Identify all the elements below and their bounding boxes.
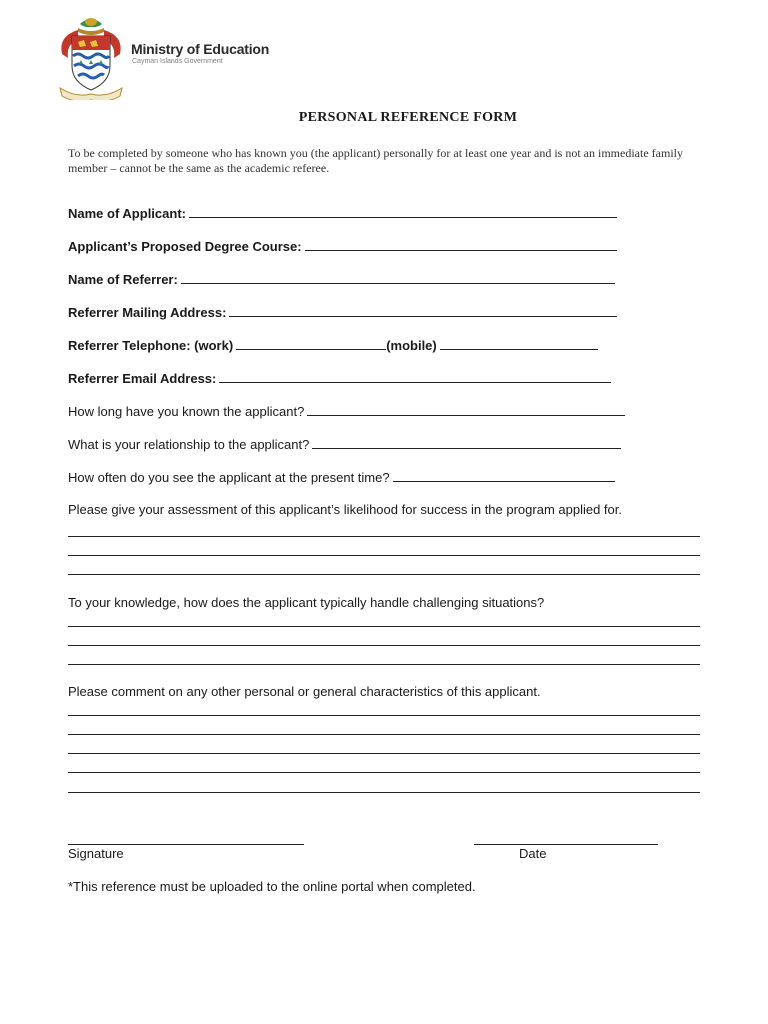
signature-label: Signature	[68, 846, 124, 861]
relationship-label: What is your relationship to the applicant?	[68, 437, 310, 452]
proposed-course-field	[68, 238, 617, 255]
how-often-label: How often do you see the applicant at the present time?	[68, 470, 390, 485]
characteristics-answer-line[interactable]	[68, 734, 700, 735]
known-how-long-field	[68, 403, 625, 420]
challenges-answer-line[interactable]	[68, 664, 700, 665]
mailing-address-label: Referrer Mailing Address:	[68, 305, 227, 320]
ministry-subtitle: Cayman Islands Government	[132, 58, 223, 65]
telephone-work-label: Referrer Telephone: (work)	[68, 338, 234, 353]
assessment-question: Please give your assessment of this applicant’s likelihood for success in the program applied for.	[68, 502, 622, 517]
telephone-field	[68, 337, 598, 354]
proposed-course-input-line[interactable]	[305, 238, 617, 251]
form-intro: To be completed by someone who has known you (the applicant) personally for at least one year and is not an immediate family member – cannot be the same as the academic referee.	[68, 146, 683, 175]
ministry-name: Ministry of Education	[131, 41, 270, 57]
mailing-address-input-line[interactable]	[229, 304, 617, 317]
known-how-long-label: How long have you known the applicant?	[68, 404, 305, 419]
referrer-name-input-line[interactable]	[181, 271, 615, 284]
applicant-name-label: Name of Applicant:	[68, 206, 186, 221]
telephone-work-input-line[interactable]	[236, 337, 386, 350]
telephone-mobile-input-line[interactable]	[440, 337, 598, 350]
assessment-answer-line[interactable]	[68, 555, 700, 556]
characteristics-answer-line[interactable]	[68, 753, 700, 754]
characteristics-answer-line[interactable]	[68, 772, 700, 773]
signature-line[interactable]	[68, 844, 304, 845]
assessment-answer-line[interactable]	[68, 536, 700, 537]
characteristics-answer-line[interactable]	[68, 792, 700, 793]
challenges-answer-line[interactable]	[68, 645, 700, 646]
how-often-input-line[interactable]	[393, 469, 615, 482]
applicant-name-input-line[interactable]	[189, 205, 617, 218]
how-often-field	[68, 469, 615, 486]
characteristics-question: Please comment on any other personal or general characteristics of this applicant.	[68, 684, 541, 699]
referrer-name-label: Name of Referrer:	[68, 272, 178, 287]
characteristics-answer-line[interactable]	[68, 715, 700, 716]
mailing-address-field	[68, 304, 617, 321]
assessment-answer-line[interactable]	[68, 574, 700, 575]
proposed-course-label: Applicant’s Proposed Degree Course:	[68, 239, 302, 254]
applicant-name-field	[68, 205, 617, 222]
relationship-input-line[interactable]	[312, 436, 621, 449]
date-label: Date	[519, 846, 547, 861]
email-address-input-line[interactable]	[219, 370, 611, 383]
known-how-long-input-line[interactable]	[307, 403, 625, 416]
coat-of-arms-logo	[56, 14, 126, 100]
relationship-field	[68, 436, 621, 453]
email-address-label: Referrer Email Address:	[68, 371, 217, 386]
upload-footnote: *This reference must be uploaded to the online portal when completed.	[68, 879, 476, 894]
referrer-name-field	[68, 271, 615, 288]
date-line[interactable]	[474, 844, 658, 845]
email-address-field	[68, 370, 611, 387]
form-title: PERSONAL REFERENCE FORM	[298, 110, 518, 125]
telephone-mobile-label: (mobile)	[386, 338, 437, 353]
challenges-answer-line[interactable]	[68, 626, 700, 627]
challenges-question: To your knowledge, how does the applicant typically handle challenging situations?	[68, 595, 545, 610]
